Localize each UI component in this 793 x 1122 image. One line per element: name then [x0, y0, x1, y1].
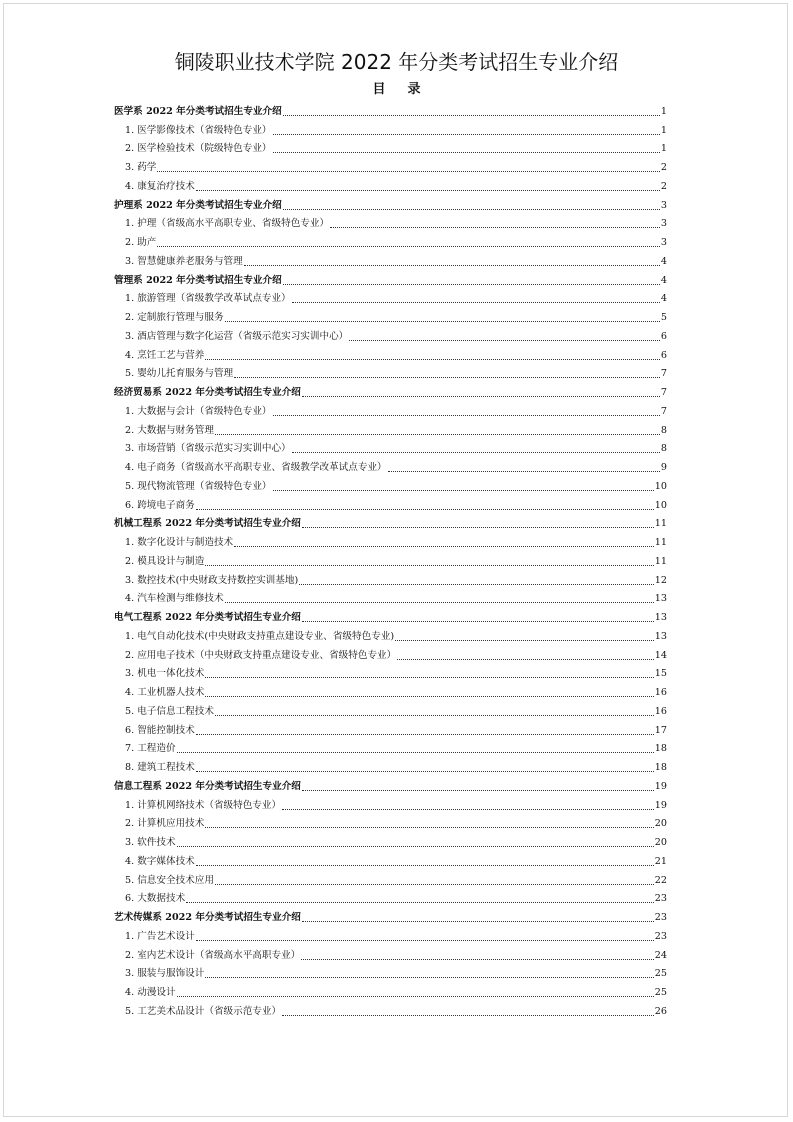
toc-entry-label: 1. 大数据与会计（省级特色专业） — [125, 405, 272, 417]
toc-item-entry[interactable] — [114, 963, 667, 982]
dot-leader — [302, 921, 654, 922]
toc-page-number: 13 — [654, 593, 667, 605]
toc-entry-label: 4. 汽车检测与维修技术 — [125, 593, 224, 605]
toc-item-entry[interactable] — [114, 363, 667, 382]
toc-item-entry[interactable] — [114, 288, 667, 307]
dot-leader — [273, 490, 654, 491]
toc-page-number: 25 — [654, 987, 667, 998]
toc-section-entry[interactable] — [114, 194, 667, 213]
toc-section-entry[interactable] — [114, 269, 667, 288]
toc-page-number: 18 — [654, 743, 667, 755]
toc-entry-label: 4. 康复治疗技术 — [125, 180, 195, 192]
toc-item-entry[interactable] — [114, 156, 667, 175]
toc-item-entry[interactable] — [114, 756, 667, 775]
toc-page-number: 10 — [654, 480, 667, 492]
dot-leader — [273, 134, 660, 135]
toc-item-entry[interactable] — [114, 588, 667, 607]
toc-page-number: 26 — [654, 1005, 667, 1017]
toc-page-number: 22 — [654, 874, 667, 886]
dot-leader — [205, 677, 653, 678]
toc-page-number: 9 — [660, 462, 667, 473]
toc-entry-label: 管理系 2022 年分类考试招生专业介绍 — [114, 274, 282, 286]
toc-item-entry[interactable] — [114, 813, 667, 832]
toc-page-number: 13 — [654, 630, 667, 642]
dot-leader — [205, 827, 653, 828]
dot-leader — [301, 959, 653, 960]
dot-leader — [177, 996, 654, 997]
toc-entry-label: 4. 烹饪工艺与营养 — [125, 349, 205, 361]
toc-item-entry[interactable] — [114, 794, 667, 813]
toc-heading: 目录 — [372, 82, 443, 97]
toc-page-number: 13 — [654, 612, 667, 623]
table-of-contents — [114, 100, 667, 1019]
toc-entry-label: 2. 计算机应用技术 — [125, 818, 205, 830]
toc-page-number: 11 — [654, 537, 667, 548]
toc-entry-label: 1. 广告艺术设计 — [125, 930, 195, 942]
toc-entry-label: 3. 酒店管理与数字化运营（省级示范实习实训中心） — [125, 330, 349, 342]
toc-page-number: 6 — [660, 330, 667, 342]
toc-page-number: 4 — [660, 255, 667, 267]
toc-item-entry[interactable] — [114, 325, 667, 344]
toc-entry-label: 1. 数字化设计与制造技术 — [125, 537, 234, 548]
toc-item-entry[interactable] — [114, 700, 667, 719]
toc-section-entry[interactable] — [114, 513, 667, 532]
dot-leader — [397, 659, 654, 660]
toc-entry-label: 5. 工艺美术品设计（省级示范专业） — [125, 1005, 282, 1017]
toc-page-number: 1 — [660, 105, 667, 117]
toc-entry-label: 2. 应用电子技术（中央财政支持重点建设专业、省级特色专业） — [125, 649, 397, 661]
dot-leader — [283, 115, 660, 116]
dot-leader — [205, 696, 653, 697]
dot-leader — [302, 790, 654, 791]
toc-entry-label: 5. 婴幼儿托育服务与管理 — [125, 368, 234, 380]
dot-leader — [196, 190, 660, 191]
toc-item-entry[interactable] — [114, 644, 667, 663]
toc-item-entry[interactable] — [114, 681, 667, 700]
dot-leader — [205, 565, 653, 566]
toc-item-entry[interactable] — [114, 419, 667, 438]
toc-item-entry[interactable] — [114, 213, 667, 232]
dot-leader — [205, 359, 660, 360]
dot-leader — [282, 1015, 654, 1016]
toc-entry-label: 5. 电子信息工程技术 — [125, 705, 214, 717]
dot-leader — [349, 340, 660, 341]
toc-page-number: 20 — [654, 818, 667, 830]
toc-page-number: 21 — [654, 855, 667, 867]
toc-entry-label: 2. 定制旅行管理与服务 — [125, 312, 224, 323]
dot-leader — [273, 415, 660, 416]
toc-item-entry[interactable] — [114, 494, 667, 513]
toc-entry-label: 6. 智能控制技术 — [125, 724, 195, 736]
dot-leader — [196, 734, 654, 735]
toc-entry-label: 3. 服装与服饰设计 — [125, 968, 205, 980]
toc-entry-label: 机械工程系 2022 年分类考试招生专业介绍 — [114, 518, 301, 530]
dot-leader — [302, 396, 660, 397]
toc-item-entry[interactable] — [114, 531, 667, 550]
dot-leader — [225, 321, 660, 322]
toc-item-entry[interactable] — [114, 138, 667, 157]
toc-page-number: 4 — [660, 274, 667, 286]
toc-entry-label: 2. 医学检验技术（院级特色专业） — [125, 143, 272, 155]
toc-page-number: 8 — [660, 424, 667, 436]
toc-section-entry[interactable] — [114, 775, 667, 794]
toc-page-number: 25 — [654, 968, 667, 980]
toc-page-number: 7 — [660, 405, 667, 417]
toc-item-entry[interactable] — [114, 850, 667, 869]
dot-leader — [225, 602, 654, 603]
toc-entry-label: 1. 电气自动化技术(中央财政支持重点建设专业、省级特色专业) — [125, 630, 395, 642]
toc-page-number: 4 — [660, 293, 667, 305]
toc-entry-label: 8. 建筑工程技术 — [125, 762, 195, 773]
toc-page-number: 6 — [660, 349, 667, 361]
toc-page-number: 7 — [660, 387, 667, 398]
toc-item-entry[interactable] — [114, 738, 667, 757]
toc-page-number: 10 — [654, 499, 667, 511]
dot-leader — [177, 846, 654, 847]
toc-entry-label: 医学系 2022 年分类考试招生专业介绍 — [114, 105, 282, 117]
toc-entry-label: 4. 电子商务（省级高水平高职专业、省级教学改革试点专业） — [125, 462, 387, 473]
toc-page-number: 19 — [654, 799, 667, 811]
toc-page-number: 11 — [654, 518, 667, 530]
toc-page-number: 14 — [654, 649, 667, 661]
toc-item-entry[interactable] — [114, 456, 667, 475]
toc-page-number: 3 — [660, 218, 667, 230]
toc-item-entry[interactable] — [114, 475, 667, 494]
toc-entry-label: 2. 室内艺术设计（省级高水平高职专业） — [125, 949, 301, 961]
toc-entry-label: 2. 大数据与财务管理 — [125, 424, 214, 436]
toc-entry-label: 电气工程系 2022 年分类考试招生专业介绍 — [114, 612, 301, 623]
toc-item-entry[interactable] — [114, 438, 667, 457]
toc-section-entry[interactable] — [114, 906, 667, 925]
toc-entry-label: 7. 工程造价 — [125, 743, 176, 755]
dot-leader — [177, 752, 654, 753]
toc-entry-label: 3. 市场营销（省级示范实习实训中心） — [125, 443, 291, 455]
toc-page-number: 15 — [654, 668, 667, 680]
toc-entry-label: 3. 数控技术(中央财政支持数控实训基地) — [125, 574, 299, 586]
toc-entry-label: 经济贸易系 2022 年分类考试招生专业介绍 — [114, 387, 301, 398]
dot-leader — [215, 715, 654, 716]
toc-page-number: 12 — [654, 574, 667, 586]
dot-leader — [196, 940, 654, 941]
toc-page-number: 17 — [654, 724, 667, 736]
document-title: 铜陵职业技术学院 2022 年分类考试招生专业介绍 — [174, 50, 619, 74]
toc-item-entry[interactable] — [114, 550, 667, 569]
toc-entry-label: 1. 旅游管理（省级教学改革试点专业） — [125, 293, 291, 305]
dot-leader — [292, 452, 660, 453]
dot-leader — [234, 377, 660, 378]
toc-entry-label: 1. 计算机网络技术（省级特色专业） — [125, 799, 282, 811]
toc-page-number: 23 — [654, 930, 667, 942]
toc-entry-label: 艺术传媒系 2022 年分类考试招生专业介绍 — [114, 912, 301, 923]
toc-entry-label: 4. 数字媒体技术 — [125, 855, 195, 867]
dot-leader — [157, 171, 660, 172]
toc-item-entry[interactable] — [114, 944, 667, 963]
dot-leader — [330, 227, 660, 228]
toc-section-entry[interactable] — [114, 381, 667, 400]
dot-leader — [302, 621, 654, 622]
toc-page-number: 24 — [654, 949, 667, 961]
dot-leader — [196, 865, 654, 866]
toc-item-entry[interactable] — [114, 663, 667, 682]
toc-page-number: 16 — [654, 705, 667, 717]
dot-leader — [299, 584, 654, 585]
toc-item-entry[interactable] — [114, 625, 667, 644]
toc-entry-label: 4. 工业机器人技术 — [125, 687, 205, 698]
toc-entry-label: 3. 软件技术 — [125, 837, 176, 848]
dot-leader — [244, 265, 660, 266]
toc-entry-label: 1. 护理（省级高水平高职专业、省级特色专业） — [125, 218, 330, 230]
dot-leader — [215, 884, 654, 885]
dot-leader — [205, 977, 653, 978]
toc-page-number: 23 — [654, 912, 667, 923]
toc-item-entry[interactable] — [114, 569, 667, 588]
toc-item-entry[interactable] — [114, 231, 667, 250]
toc-page-number: 20 — [654, 837, 667, 848]
toc-entry-label: 3. 药学 — [125, 162, 157, 173]
toc-item-entry[interactable] — [114, 119, 667, 138]
toc-page-number: 23 — [654, 893, 667, 905]
dot-leader — [234, 546, 654, 547]
toc-entry-label: 6. 大数据技术 — [125, 893, 186, 905]
toc-entry-label: 5. 信息安全技术应用 — [125, 874, 214, 886]
toc-page-number: 11 — [654, 555, 667, 567]
dot-leader — [283, 284, 660, 285]
dot-leader — [395, 640, 654, 641]
toc-entry-label: 信息工程系 2022 年分类考试招生专业介绍 — [114, 780, 301, 792]
toc-item-entry[interactable] — [114, 831, 667, 850]
toc-page-number: 1 — [660, 124, 667, 136]
toc-item-entry[interactable] — [114, 869, 667, 888]
dot-leader — [186, 902, 654, 903]
toc-item-entry[interactable] — [114, 719, 667, 738]
dot-leader — [196, 509, 654, 510]
toc-entry-label: 5. 现代物流管理（省级特色专业） — [125, 480, 272, 492]
dot-leader — [292, 302, 660, 303]
toc-entry-label: 3. 智慧健康养老服务与管理 — [125, 255, 243, 267]
toc-page-number: 5 — [660, 312, 667, 323]
dot-leader — [157, 246, 660, 247]
toc-entry-label: 2. 模具设计与制造 — [125, 555, 205, 567]
toc-entry-label: 护理系 2022 年分类考试招生专业介绍 — [114, 199, 282, 211]
toc-item-entry[interactable] — [114, 344, 667, 363]
toc-page-number: 2 — [660, 180, 667, 192]
toc-entry-label: 6. 跨境电子商务 — [125, 499, 195, 511]
toc-page-number: 1 — [660, 143, 667, 155]
toc-entry-label: 1. 医学影像技术（省级特色专业） — [125, 124, 272, 136]
dot-leader — [388, 471, 660, 472]
toc-section-entry[interactable] — [114, 606, 667, 625]
toc-item-entry[interactable] — [114, 888, 667, 907]
dot-leader — [302, 527, 654, 528]
toc-item-entry[interactable] — [114, 1000, 667, 1019]
toc-page-number: 3 — [660, 237, 667, 248]
toc-entry-label: 4. 动漫设计 — [125, 987, 176, 998]
dot-leader — [282, 809, 654, 810]
toc-page-number: 19 — [654, 780, 667, 792]
toc-item-entry[interactable] — [114, 400, 667, 419]
toc-section-entry[interactable] — [114, 100, 667, 119]
dot-leader — [196, 771, 654, 772]
toc-item-entry[interactable] — [114, 925, 667, 944]
toc-page-number: 8 — [660, 443, 667, 455]
dot-leader — [273, 152, 660, 153]
toc-item-entry[interactable] — [114, 306, 667, 325]
toc-entry-label: 2. 助产 — [125, 237, 157, 248]
toc-page-number: 7 — [660, 368, 667, 380]
toc-page-number: 18 — [654, 762, 667, 773]
dot-leader — [215, 434, 660, 435]
toc-page-number: 2 — [660, 162, 667, 173]
toc-item-entry[interactable] — [114, 250, 667, 269]
dot-leader — [283, 209, 660, 210]
toc-entry-label: 3. 机电一体化技术 — [125, 668, 205, 680]
toc-item-entry[interactable] — [114, 981, 667, 1000]
toc-page-number: 3 — [660, 199, 667, 211]
toc-item-entry[interactable] — [114, 175, 667, 194]
toc-page-number: 16 — [654, 687, 667, 698]
